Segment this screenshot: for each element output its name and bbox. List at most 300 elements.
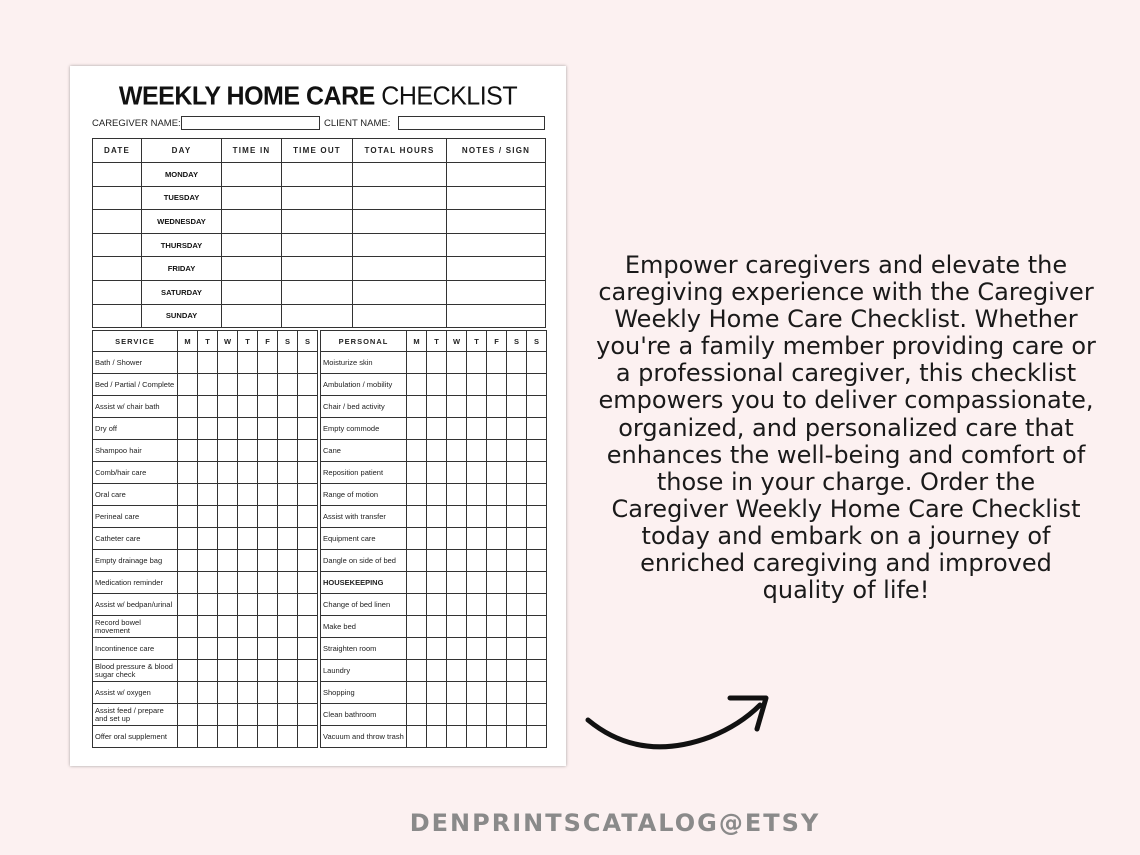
entry-cell[interactable] bbox=[353, 210, 447, 234]
date-cell[interactable] bbox=[93, 163, 142, 187]
checkbox-cell[interactable] bbox=[507, 638, 527, 660]
checkbox-cell[interactable] bbox=[198, 616, 218, 638]
checkbox-cell[interactable] bbox=[427, 528, 447, 550]
entry-cell[interactable] bbox=[353, 257, 447, 281]
checkbox-cell[interactable] bbox=[427, 660, 447, 682]
checkbox-cell[interactable] bbox=[527, 484, 547, 506]
entry-cell[interactable] bbox=[222, 304, 282, 328]
entry-cell[interactable] bbox=[222, 186, 282, 210]
checkbox-cell[interactable] bbox=[427, 374, 447, 396]
checkbox-cell[interactable] bbox=[507, 528, 527, 550]
checkbox-cell[interactable] bbox=[198, 726, 218, 748]
checkbox-cell[interactable] bbox=[218, 396, 238, 418]
checkbox-cell[interactable] bbox=[487, 726, 507, 748]
checkbox-cell[interactable] bbox=[527, 462, 547, 484]
checkbox-cell[interactable] bbox=[218, 726, 238, 748]
checkbox-cell[interactable] bbox=[258, 726, 278, 748]
checkbox-cell[interactable] bbox=[447, 616, 467, 638]
checkbox-cell[interactable] bbox=[507, 726, 527, 748]
entry-cell[interactable] bbox=[447, 233, 546, 257]
checkbox-cell[interactable] bbox=[487, 440, 507, 462]
checkbox-cell[interactable] bbox=[258, 418, 278, 440]
checkbox-cell[interactable] bbox=[527, 550, 547, 572]
checkbox-cell[interactable] bbox=[447, 660, 467, 682]
checkbox-cell[interactable] bbox=[178, 726, 198, 748]
date-cell[interactable] bbox=[93, 280, 142, 304]
checkbox-cell[interactable] bbox=[218, 660, 238, 682]
entry-cell[interactable] bbox=[447, 304, 546, 328]
checkbox-cell[interactable] bbox=[527, 726, 547, 748]
caregiver-name-field[interactable] bbox=[181, 116, 320, 130]
checkbox-cell[interactable] bbox=[467, 440, 487, 462]
checkbox-cell[interactable] bbox=[447, 704, 467, 726]
checkbox-cell[interactable] bbox=[178, 638, 198, 660]
checkbox-cell[interactable] bbox=[298, 660, 318, 682]
personal-checklist-table bbox=[320, 330, 547, 748]
checkbox-cell[interactable] bbox=[487, 484, 507, 506]
checkbox-cell[interactable] bbox=[238, 352, 258, 374]
checkbox-cell[interactable] bbox=[258, 704, 278, 726]
checkbox-cell[interactable] bbox=[527, 704, 547, 726]
personal-item-label: Change of bed linen bbox=[321, 594, 407, 616]
checkbox-cell[interactable] bbox=[278, 616, 298, 638]
checkbox-cell[interactable] bbox=[278, 528, 298, 550]
checkbox-cell[interactable] bbox=[178, 550, 198, 572]
checkbox-cell[interactable] bbox=[487, 506, 507, 528]
checkbox-cell[interactable] bbox=[527, 528, 547, 550]
checkbox-cell[interactable] bbox=[527, 396, 547, 418]
checkbox-cell[interactable] bbox=[278, 660, 298, 682]
checkbox-cell[interactable] bbox=[258, 682, 278, 704]
checkbox-cell[interactable] bbox=[298, 484, 318, 506]
checkbox-cell[interactable] bbox=[487, 374, 507, 396]
checkbox-cell[interactable] bbox=[427, 440, 447, 462]
checkbox-cell[interactable] bbox=[298, 418, 318, 440]
checkbox-cell[interactable] bbox=[238, 396, 258, 418]
checkbox-cell[interactable] bbox=[238, 440, 258, 462]
checkbox-cell[interactable] bbox=[278, 418, 298, 440]
checkbox-cell[interactable] bbox=[407, 682, 427, 704]
checkbox-cell[interactable] bbox=[178, 616, 198, 638]
checkbox-cell[interactable] bbox=[407, 528, 427, 550]
checkbox-cell[interactable] bbox=[467, 506, 487, 528]
entry-cell[interactable] bbox=[447, 257, 546, 281]
checkbox-cell[interactable] bbox=[218, 440, 238, 462]
checkbox-cell[interactable] bbox=[218, 704, 238, 726]
checkbox-cell[interactable] bbox=[487, 550, 507, 572]
checkbox-cell[interactable] bbox=[278, 594, 298, 616]
checkbox-cell[interactable] bbox=[407, 506, 427, 528]
checkbox-cell[interactable] bbox=[407, 594, 427, 616]
checkbox-cell[interactable] bbox=[238, 484, 258, 506]
weekday-letter: T bbox=[198, 331, 218, 352]
checkbox-cell[interactable] bbox=[407, 638, 427, 660]
checkbox-cell[interactable] bbox=[407, 374, 427, 396]
checkbox-cell[interactable] bbox=[407, 704, 427, 726]
entry-cell[interactable] bbox=[447, 163, 546, 187]
checkbox-cell[interactable] bbox=[298, 396, 318, 418]
service-row bbox=[93, 462, 318, 484]
entry-cell[interactable] bbox=[353, 163, 447, 187]
checkbox-cell[interactable] bbox=[407, 550, 427, 572]
checkbox-cell[interactable] bbox=[278, 638, 298, 660]
checkbox-cell[interactable] bbox=[527, 616, 547, 638]
checkbox-cell[interactable] bbox=[427, 550, 447, 572]
checkbox-cell[interactable] bbox=[447, 572, 467, 594]
checkbox-cell[interactable] bbox=[507, 440, 527, 462]
checkbox-cell[interactable] bbox=[178, 462, 198, 484]
checkbox-cell[interactable] bbox=[407, 726, 427, 748]
checkbox-cell[interactable] bbox=[447, 440, 467, 462]
checkbox-cell[interactable] bbox=[487, 418, 507, 440]
checkbox-cell[interactable] bbox=[218, 374, 238, 396]
checkbox-cell[interactable] bbox=[427, 506, 447, 528]
checkbox-cell[interactable] bbox=[427, 594, 447, 616]
checkbox-cell[interactable] bbox=[298, 616, 318, 638]
checkbox-cell[interactable] bbox=[178, 594, 198, 616]
checkbox-cell[interactable] bbox=[178, 484, 198, 506]
checkbox-cell[interactable] bbox=[447, 396, 467, 418]
checkbox-cell[interactable] bbox=[198, 418, 218, 440]
entry-cell[interactable] bbox=[353, 304, 447, 328]
checkbox-cell[interactable] bbox=[258, 616, 278, 638]
checkbox-cell[interactable] bbox=[467, 462, 487, 484]
checkbox-cell[interactable] bbox=[427, 726, 447, 748]
checkbox-cell[interactable] bbox=[447, 462, 467, 484]
checkbox-cell[interactable] bbox=[178, 506, 198, 528]
checkbox-cell[interactable] bbox=[258, 528, 278, 550]
checkbox-cell[interactable] bbox=[198, 572, 218, 594]
checkbox-cell[interactable] bbox=[467, 550, 487, 572]
checkbox-cell[interactable] bbox=[218, 418, 238, 440]
service-row bbox=[93, 704, 318, 726]
checkbox-cell[interactable] bbox=[238, 418, 258, 440]
checkbox-cell[interactable] bbox=[467, 528, 487, 550]
entry-cell[interactable] bbox=[282, 233, 353, 257]
checkbox-cell[interactable] bbox=[278, 440, 298, 462]
entry-cell[interactable] bbox=[282, 257, 353, 281]
checkbox-cell[interactable] bbox=[447, 726, 467, 748]
checkbox-cell[interactable] bbox=[198, 638, 218, 660]
entry-cell[interactable] bbox=[222, 163, 282, 187]
checkbox-cell[interactable] bbox=[487, 352, 507, 374]
entry-cell[interactable] bbox=[282, 280, 353, 304]
checkbox-cell[interactable] bbox=[258, 594, 278, 616]
weekday-letter: S bbox=[507, 331, 527, 352]
personal-row bbox=[321, 704, 547, 726]
checkbox-cell[interactable] bbox=[238, 528, 258, 550]
checkbox-cell[interactable] bbox=[507, 572, 527, 594]
checkbox-cell[interactable] bbox=[178, 682, 198, 704]
checkbox-cell[interactable] bbox=[178, 396, 198, 418]
checkbox-cell[interactable] bbox=[178, 704, 198, 726]
checkbox-cell[interactable] bbox=[527, 660, 547, 682]
checkbox-cell[interactable] bbox=[487, 528, 507, 550]
checkbox-cell[interactable] bbox=[278, 704, 298, 726]
checkbox-cell[interactable] bbox=[427, 572, 447, 594]
checkbox-cell[interactable] bbox=[238, 704, 258, 726]
checkbox-cell[interactable] bbox=[298, 440, 318, 462]
checkbox-cell[interactable] bbox=[407, 660, 427, 682]
checkbox-cell[interactable] bbox=[178, 352, 198, 374]
checkbox-cell[interactable] bbox=[487, 462, 507, 484]
date-cell[interactable] bbox=[93, 257, 142, 281]
checkbox-cell[interactable] bbox=[298, 462, 318, 484]
checkbox-cell[interactable] bbox=[278, 352, 298, 374]
checkbox-cell[interactable] bbox=[218, 638, 238, 660]
checkbox-cell[interactable] bbox=[527, 418, 547, 440]
checkbox-cell[interactable] bbox=[467, 682, 487, 704]
checkbox-cell[interactable] bbox=[258, 374, 278, 396]
checkbox-cell[interactable] bbox=[467, 374, 487, 396]
entry-cell[interactable] bbox=[282, 163, 353, 187]
checkbox-cell[interactable] bbox=[507, 374, 527, 396]
service-row bbox=[93, 528, 318, 550]
checkbox-cell[interactable] bbox=[407, 396, 427, 418]
checkbox-cell[interactable] bbox=[238, 572, 258, 594]
checkbox-cell[interactable] bbox=[198, 704, 218, 726]
checkbox-cell[interactable] bbox=[278, 506, 298, 528]
checkbox-cell[interactable] bbox=[427, 484, 447, 506]
checkbox-cell[interactable] bbox=[198, 594, 218, 616]
checkbox-cell[interactable] bbox=[427, 616, 447, 638]
checkbox-cell[interactable] bbox=[447, 528, 467, 550]
checkbox-cell[interactable] bbox=[427, 462, 447, 484]
checkbox-cell[interactable] bbox=[447, 594, 467, 616]
checkbox-cell[interactable] bbox=[507, 594, 527, 616]
checkbox-cell[interactable] bbox=[527, 594, 547, 616]
checkbox-cell[interactable] bbox=[258, 550, 278, 572]
checkbox-cell[interactable] bbox=[507, 462, 527, 484]
checkbox-cell[interactable] bbox=[258, 660, 278, 682]
checkbox-cell[interactable] bbox=[447, 418, 467, 440]
checkbox-cell[interactable] bbox=[298, 682, 318, 704]
checkbox-cell[interactable] bbox=[258, 506, 278, 528]
entry-cell[interactable] bbox=[447, 210, 546, 234]
checkbox-cell[interactable] bbox=[467, 594, 487, 616]
checkbox-cell[interactable] bbox=[467, 660, 487, 682]
checkbox-cell[interactable] bbox=[218, 352, 238, 374]
checkbox-cell[interactable] bbox=[298, 550, 318, 572]
checkbox-cell[interactable] bbox=[298, 594, 318, 616]
checkbox-cell[interactable] bbox=[178, 572, 198, 594]
checkbox-cell[interactable] bbox=[507, 352, 527, 374]
checkbox-cell[interactable] bbox=[507, 682, 527, 704]
entry-cell[interactable] bbox=[353, 186, 447, 210]
checkbox-cell[interactable] bbox=[487, 572, 507, 594]
checkbox-cell[interactable] bbox=[527, 374, 547, 396]
checkbox-cell[interactable] bbox=[527, 572, 547, 594]
checkbox-cell[interactable] bbox=[218, 616, 238, 638]
checkbox-cell[interactable] bbox=[278, 572, 298, 594]
checkbox-cell[interactable] bbox=[198, 396, 218, 418]
checkbox-cell[interactable] bbox=[407, 616, 427, 638]
entry-cell[interactable] bbox=[353, 280, 447, 304]
checkbox-cell[interactable] bbox=[507, 660, 527, 682]
checkbox-cell[interactable] bbox=[258, 484, 278, 506]
checkbox-cell[interactable] bbox=[427, 418, 447, 440]
checkbox-cell[interactable] bbox=[278, 550, 298, 572]
checkbox-cell[interactable] bbox=[258, 572, 278, 594]
entry-cell[interactable] bbox=[222, 280, 282, 304]
checkbox-cell[interactable] bbox=[447, 682, 467, 704]
checkbox-cell[interactable] bbox=[298, 506, 318, 528]
checkbox-cell[interactable] bbox=[527, 440, 547, 462]
checkbox-cell[interactable] bbox=[298, 704, 318, 726]
checkbox-cell[interactable] bbox=[507, 484, 527, 506]
checkbox-cell[interactable] bbox=[427, 704, 447, 726]
checkbox-cell[interactable] bbox=[298, 638, 318, 660]
checkbox-cell[interactable] bbox=[178, 418, 198, 440]
checkbox-cell[interactable] bbox=[258, 352, 278, 374]
checkbox-cell[interactable] bbox=[527, 506, 547, 528]
checkbox-cell[interactable] bbox=[218, 682, 238, 704]
checkbox-cell[interactable] bbox=[527, 682, 547, 704]
checkbox-cell[interactable] bbox=[198, 660, 218, 682]
checkbox-cell[interactable] bbox=[467, 396, 487, 418]
checkbox-cell[interactable] bbox=[238, 550, 258, 572]
checkbox-cell[interactable] bbox=[507, 616, 527, 638]
checkbox-cell[interactable] bbox=[467, 726, 487, 748]
checkbox-cell[interactable] bbox=[278, 396, 298, 418]
checkbox-cell[interactable] bbox=[487, 616, 507, 638]
checkbox-cell[interactable] bbox=[298, 572, 318, 594]
checkbox-cell[interactable] bbox=[278, 726, 298, 748]
checkbox-cell[interactable] bbox=[298, 352, 318, 374]
checkbox-cell[interactable] bbox=[467, 638, 487, 660]
checkbox-cell[interactable] bbox=[178, 528, 198, 550]
checkbox-cell[interactable] bbox=[258, 396, 278, 418]
week-row bbox=[93, 163, 546, 187]
entry-cell[interactable] bbox=[282, 304, 353, 328]
checkbox-cell[interactable] bbox=[298, 374, 318, 396]
entry-cell[interactable] bbox=[353, 233, 447, 257]
checkbox-cell[interactable] bbox=[407, 352, 427, 374]
checkbox-cell[interactable] bbox=[198, 528, 218, 550]
checkbox-cell[interactable] bbox=[407, 572, 427, 594]
checkbox-cell[interactable] bbox=[298, 528, 318, 550]
checkbox-cell[interactable] bbox=[218, 528, 238, 550]
checkbox-cell[interactable] bbox=[447, 550, 467, 572]
checkbox-cell[interactable] bbox=[407, 484, 427, 506]
checkbox-cell[interactable] bbox=[218, 550, 238, 572]
checkbox-cell[interactable] bbox=[427, 396, 447, 418]
checkbox-cell[interactable] bbox=[407, 440, 427, 462]
checkbox-cell[interactable] bbox=[198, 462, 218, 484]
checkbox-cell[interactable] bbox=[278, 484, 298, 506]
checkbox-cell[interactable] bbox=[198, 550, 218, 572]
checkbox-cell[interactable] bbox=[467, 418, 487, 440]
checkbox-cell[interactable] bbox=[527, 352, 547, 374]
date-cell[interactable] bbox=[93, 210, 142, 234]
checkbox-cell[interactable] bbox=[427, 682, 447, 704]
date-cell[interactable] bbox=[93, 186, 142, 210]
checkbox-cell[interactable] bbox=[258, 638, 278, 660]
checkbox-cell[interactable] bbox=[178, 440, 198, 462]
checkbox-cell[interactable] bbox=[258, 440, 278, 462]
checkbox-cell[interactable] bbox=[198, 484, 218, 506]
checkbox-cell[interactable] bbox=[238, 638, 258, 660]
checkbox-cell[interactable] bbox=[467, 484, 487, 506]
checkbox-cell[interactable] bbox=[198, 682, 218, 704]
checkbox-cell[interactable] bbox=[178, 660, 198, 682]
checkbox-cell[interactable] bbox=[198, 352, 218, 374]
checkbox-cell[interactable] bbox=[407, 418, 427, 440]
checkbox-cell[interactable] bbox=[507, 396, 527, 418]
checkbox-cell[interactable] bbox=[487, 682, 507, 704]
checkbox-cell[interactable] bbox=[467, 572, 487, 594]
checkbox-cell[interactable] bbox=[427, 638, 447, 660]
checkbox-cell[interactable] bbox=[447, 374, 467, 396]
checkbox-cell[interactable] bbox=[198, 440, 218, 462]
checkbox-cell[interactable] bbox=[238, 726, 258, 748]
entry-cell[interactable] bbox=[447, 186, 546, 210]
entry-cell[interactable] bbox=[222, 233, 282, 257]
checkbox-cell[interactable] bbox=[507, 550, 527, 572]
checkbox-cell[interactable] bbox=[238, 682, 258, 704]
checkbox-cell[interactable] bbox=[467, 352, 487, 374]
entry-cell[interactable] bbox=[282, 210, 353, 234]
checkbox-cell[interactable] bbox=[278, 374, 298, 396]
checkbox-cell[interactable] bbox=[507, 506, 527, 528]
checkbox-cell[interactable] bbox=[198, 374, 218, 396]
checkbox-cell[interactable] bbox=[527, 638, 547, 660]
checkbox-cell[interactable] bbox=[218, 462, 238, 484]
checkbox-cell[interactable] bbox=[427, 352, 447, 374]
entry-cell[interactable] bbox=[447, 280, 546, 304]
checkbox-cell[interactable] bbox=[298, 726, 318, 748]
checkbox-cell[interactable] bbox=[238, 616, 258, 638]
checkbox-cell[interactable] bbox=[507, 418, 527, 440]
checkbox-cell[interactable] bbox=[238, 374, 258, 396]
checkbox-cell[interactable] bbox=[198, 506, 218, 528]
checkbox-cell[interactable] bbox=[467, 616, 487, 638]
checkbox-cell[interactable] bbox=[258, 462, 278, 484]
checkbox-cell[interactable] bbox=[487, 594, 507, 616]
entry-cell[interactable] bbox=[282, 186, 353, 210]
date-cell[interactable] bbox=[93, 304, 142, 328]
checkbox-cell[interactable] bbox=[447, 638, 467, 660]
checkbox-cell[interactable] bbox=[238, 462, 258, 484]
checkbox-cell[interactable] bbox=[487, 704, 507, 726]
checkbox-cell[interactable] bbox=[278, 462, 298, 484]
personal-item-label: Vacuum and throw trash bbox=[321, 726, 407, 748]
checkbox-cell[interactable] bbox=[218, 484, 238, 506]
checkbox-cell[interactable] bbox=[238, 594, 258, 616]
checkbox-cell[interactable] bbox=[218, 594, 238, 616]
caregiver-name-label: CAREGIVER NAME: bbox=[92, 118, 181, 129]
checkbox-cell[interactable] bbox=[487, 638, 507, 660]
checkbox-cell[interactable] bbox=[278, 682, 298, 704]
checkbox-cell[interactable] bbox=[507, 704, 527, 726]
checkbox-cell[interactable] bbox=[238, 660, 258, 682]
entry-cell[interactable] bbox=[222, 257, 282, 281]
date-cell[interactable] bbox=[93, 233, 142, 257]
checkbox-cell[interactable] bbox=[447, 484, 467, 506]
checkbox-cell[interactable] bbox=[447, 352, 467, 374]
checkbox-cell[interactable] bbox=[487, 660, 507, 682]
checkbox-cell[interactable] bbox=[238, 506, 258, 528]
checkbox-cell[interactable] bbox=[218, 506, 238, 528]
checkbox-cell[interactable] bbox=[487, 396, 507, 418]
entry-cell[interactable] bbox=[222, 210, 282, 234]
checkbox-cell[interactable] bbox=[407, 462, 427, 484]
checkbox-cell[interactable] bbox=[467, 704, 487, 726]
checkbox-cell[interactable] bbox=[447, 506, 467, 528]
checkbox-cell[interactable] bbox=[178, 374, 198, 396]
client-name-field[interactable] bbox=[398, 116, 545, 130]
checkbox-cell[interactable] bbox=[218, 572, 238, 594]
